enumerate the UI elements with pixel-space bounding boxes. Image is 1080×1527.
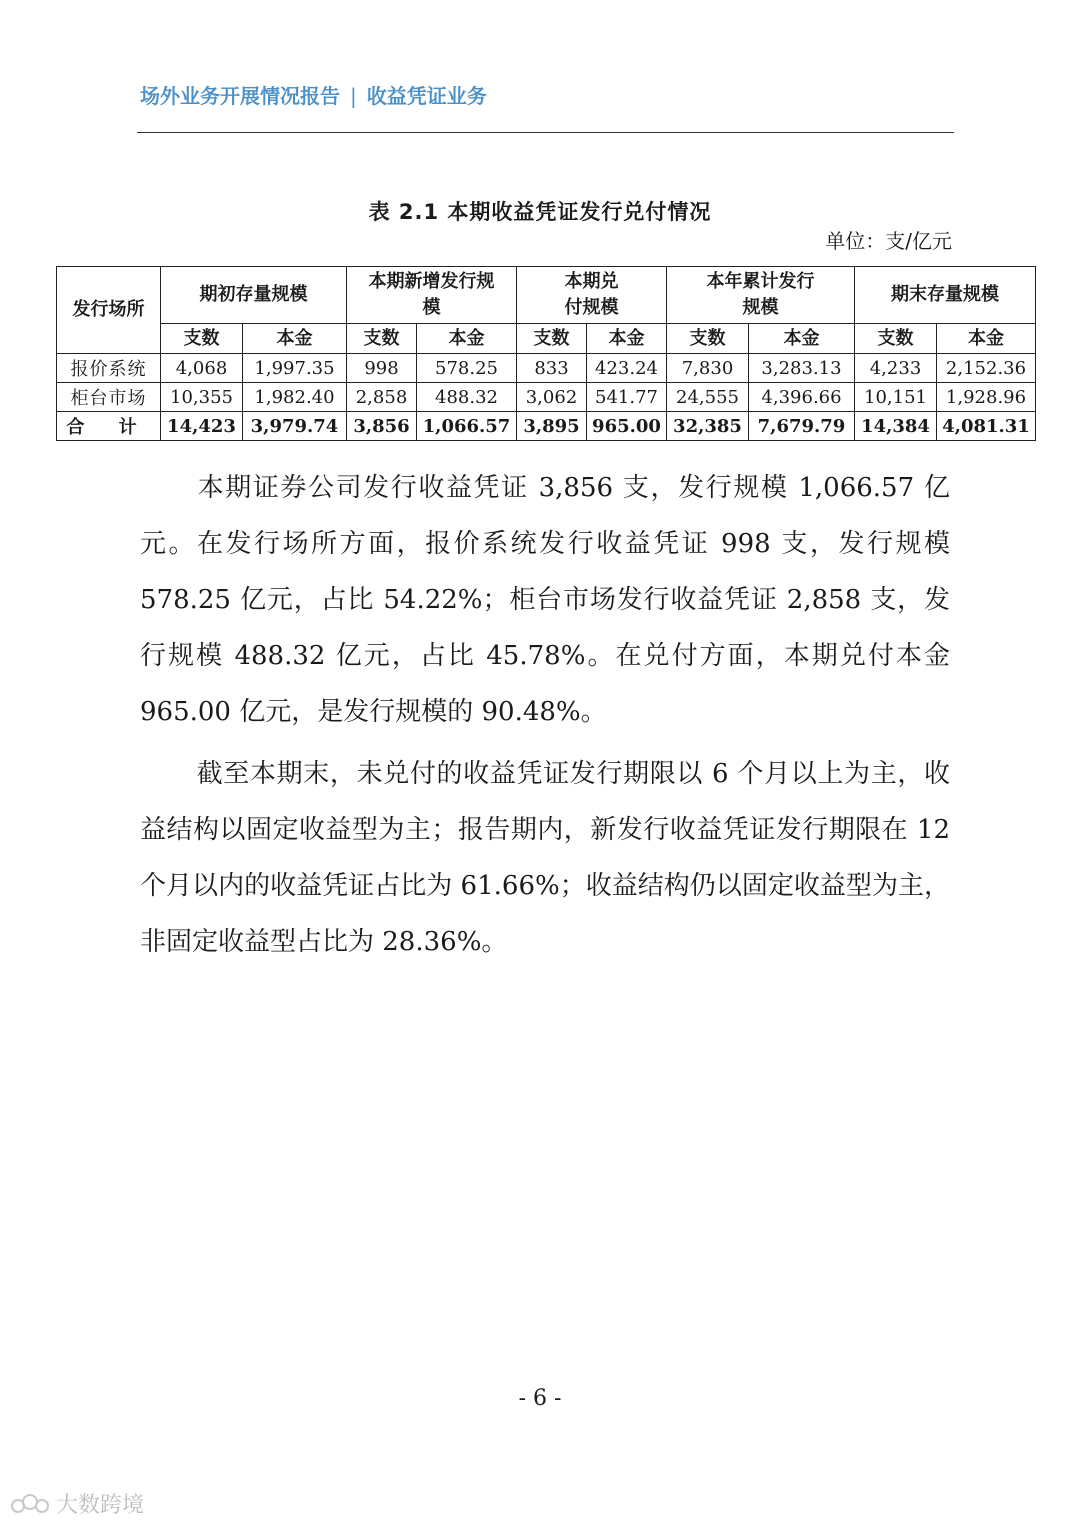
subheader-principal: 本金 [937,324,1036,354]
paragraph-text: 本期证券公司发行收益凭证 3,856 支，发行规模 1,066.57 亿元。在发行场所方面，报价系统发行收益凭证 998 支，发行规模 578.25 亿元，占比 54.22%；柜台市场发行收益凭证 2,858 支，发行规模 488.32 亿元，占比 45.78%。在兑付方面，本期兑付本金 965.00 亿元，是发行规模的 90.48%。 [140,473,950,727]
table-cell: 14,384 [855,412,937,441]
report-header [140,80,487,109]
table-cell: 7,679.79 [749,412,855,441]
header-group [347,267,517,324]
table-cell: 578.25 [417,354,517,383]
watermark-logo-icon [10,1492,50,1516]
table-cell: 965.00 [587,412,667,441]
paragraph-text: 截至本期末，未兑付的收益凭证发行期限以 6 个月以上为主，收益结构以固定收益型为主；报告期内，新发行收益凭证发行期限在 12 个月以内的收益凭证占比为 61.66%；收益结构仍以固定收益型为主，非固定收益型占比为 28.36%。 [140,759,950,957]
subheader-count: 支数 [517,324,587,354]
total-label: 合 计 [57,412,161,441]
group-label: 本年累计发行规模 [706,271,815,318]
table-subheader-row [57,324,1036,354]
table-cell: 423.24 [587,354,667,383]
header-group [855,267,1036,324]
table-cell: 7,830 [667,354,749,383]
table-cell: 3,062 [517,383,587,412]
table-cell: 24,555 [667,383,749,412]
header-group [161,267,347,324]
header-venue: 发行场所 [57,267,161,354]
table-row [57,383,1036,412]
subheader-principal: 本金 [587,324,667,354]
table-cell: 4,396.66 [749,383,855,412]
group-label: 期初存量规模 [199,284,308,305]
table-cell: 1,997.35 [243,354,347,383]
group-label: 本期兑付规模 [564,271,619,318]
subheader-count: 支数 [855,324,937,354]
table-cell: 4,068 [161,354,243,383]
table-cell: 4,081.31 [937,412,1036,441]
table-cell: 3,979.74 [243,412,347,441]
table-cell: 4,233 [855,354,937,383]
row-venue-name: 柜台市场 [57,383,161,412]
table-cell: 1,928.96 [937,383,1036,412]
table-cell: 1,982.40 [243,383,347,412]
subheader-principal: 本金 [417,324,517,354]
table-unit: 单位：支/亿元 [825,229,952,253]
table-total-row [57,412,1036,441]
table-cell: 10,151 [855,383,937,412]
watermark [10,1488,144,1519]
body-paragraph [140,746,950,970]
table-cell: 32,385 [667,412,749,441]
table-title: 表 2.1 本期收益凭证发行兑付情况 [368,200,712,224]
table-cell: 998 [347,354,417,383]
subheader-principal: 本金 [243,324,347,354]
header-divider [137,132,954,133]
table-cell: 10,355 [161,383,243,412]
subheader-principal: 本金 [749,324,855,354]
header-separator: | [350,84,357,108]
table-row [57,354,1036,383]
body-paragraph [140,460,950,740]
issuance-table [56,266,1036,441]
group-label: 期末存量规模 [891,284,999,305]
row-venue-name: 报价系统 [57,354,161,383]
page-number: - 6 - [518,1386,562,1411]
table-cell: 3,856 [347,412,417,441]
watermark-text: 大数跨境 [56,1493,145,1518]
header-section-title: 收益凭证业务 [366,84,487,108]
subheader-count: 支数 [161,324,243,354]
table-cell: 3,895 [517,412,587,441]
subheader-count: 支数 [667,324,749,354]
table-cell: 541.77 [587,383,667,412]
subheader-count: 支数 [347,324,417,354]
header-group [517,267,667,324]
table-cell: 3,283.13 [749,354,855,383]
group-label: 本期新增发行规模 [368,271,495,318]
table-cell: 1,066.57 [417,412,517,441]
table-cell: 2,152.36 [937,354,1036,383]
table-header-row [57,267,1036,324]
table-cell: 14,423 [161,412,243,441]
table-cell: 488.32 [417,383,517,412]
header-report-title: 场外业务开展情况报告 [140,84,340,108]
header-group [667,267,855,324]
table-cell: 833 [517,354,587,383]
table-cell: 2,858 [347,383,417,412]
